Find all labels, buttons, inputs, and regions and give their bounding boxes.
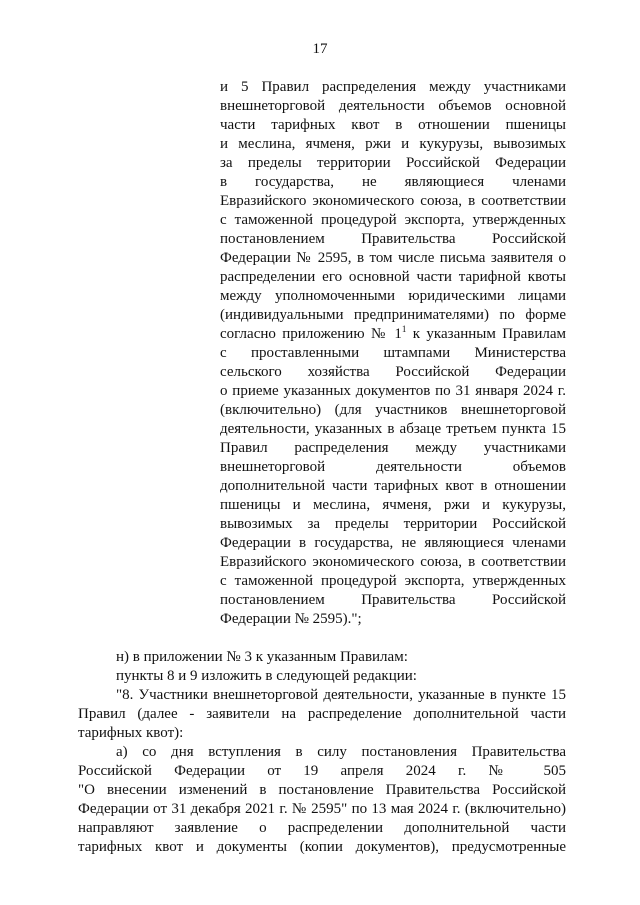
quote-line: и 5 Правил распределения между участниками (220, 79, 566, 95)
quote-line: за пределы территории Российской Федерации (220, 155, 566, 171)
items-8-9-line: пункты 8 и 9 изложить в следующей редакции: (116, 668, 417, 684)
quote-line: с проставленными штампами Министерства (220, 345, 566, 361)
para-a-line: Федерации от 31 декабря 2021 г. № 2595" по 13 мая 2024 г. (включительно) (78, 801, 566, 817)
quote-line: вывозимых за пределы территории Российской (220, 516, 566, 532)
quote-line: Евразийского экономического союза, в соответствии (220, 554, 566, 570)
page-number: 17 (312, 41, 328, 57)
quote-line: распределении его основной части тарифной квоты (220, 269, 566, 285)
quote-line: и меслина, ячменя, ржи и кукурузы, вывозимых (220, 136, 566, 152)
quote-line: с таможенной процедурой экспорта, утвержденных (220, 573, 566, 589)
item-n-line: н) в приложении № 3 к указанным Правилам: (116, 649, 408, 665)
quote-line: внешнеторговой деятельности объемов основной (220, 98, 566, 114)
quote-line: о приеме указанных документов по 31 января 2024 г. (220, 383, 566, 399)
quote-line: между уполномоченными юридическими лицами (220, 288, 566, 304)
para8-line: "8. Участники внешнеторговой деятельности, указанные в пункте 15 (116, 687, 566, 703)
superscript: 1 (401, 324, 407, 334)
quote-line: внешнеторговой деятельности объемов (220, 459, 566, 475)
quote-line: Федерации № 2595)."; (220, 611, 362, 627)
quote-line-head: согласно приложению № 1 (220, 326, 402, 342)
quote-line: (включительно) (для участников внешнеторговой (220, 402, 566, 418)
quote-line: с таможенной процедурой экспорта, утвержденных (220, 212, 566, 228)
para-a-line: направляют заявление о распределении дополнительной части (78, 820, 566, 836)
quote-line: постановлением Правительства Российской (220, 231, 566, 247)
quote-line: дополнительной части тарифных квот в отношении (220, 478, 566, 494)
quote-line: части тарифных квот в отношении пшеницы (220, 117, 566, 133)
quote-line: Правил распределения между участниками (220, 440, 566, 456)
quote-line: Федерации в государства, не являющиеся членами (220, 535, 566, 551)
para8-line: тарифных квот): (78, 725, 184, 741)
quote-line: деятельности, указанных в абзаце третьем пункта 15 (220, 421, 566, 437)
quote-line: Евразийского экономического союза, в соответствии (220, 193, 566, 209)
para-a-line: тарифных квот и документы (копии документов), предусмотренные (78, 839, 566, 855)
para-a-line: Российской Федерации от 19 апреля 2024 г. № 505 (78, 763, 566, 779)
quote-line-tail: к указанным Правилам (406, 326, 566, 342)
para8-line: Правил (далее - заявители на распределение дополнительной части (78, 706, 566, 722)
quote-line: пшеницы и меслина, ячменя, ржи и кукурузы, (220, 497, 566, 513)
quote-line: сельского хозяйства Российской Федерации (220, 364, 566, 380)
quote-line: в государства, не являющиеся членами (220, 174, 566, 190)
para-a-line: а) со дня вступления в силу постановления Правительства (116, 744, 566, 760)
quote-line: Федерации № 2595, в том числе письма заявителя о (220, 250, 566, 266)
quote-line: (индивидуальными предпринимателями) по форме (220, 307, 566, 323)
para-a-line: "О внесении изменений в постановление Правительства Российской (78, 782, 566, 798)
quote-line: постановлением Правительства Российской (220, 592, 566, 608)
quote-line-with-superscript (220, 325, 566, 343)
